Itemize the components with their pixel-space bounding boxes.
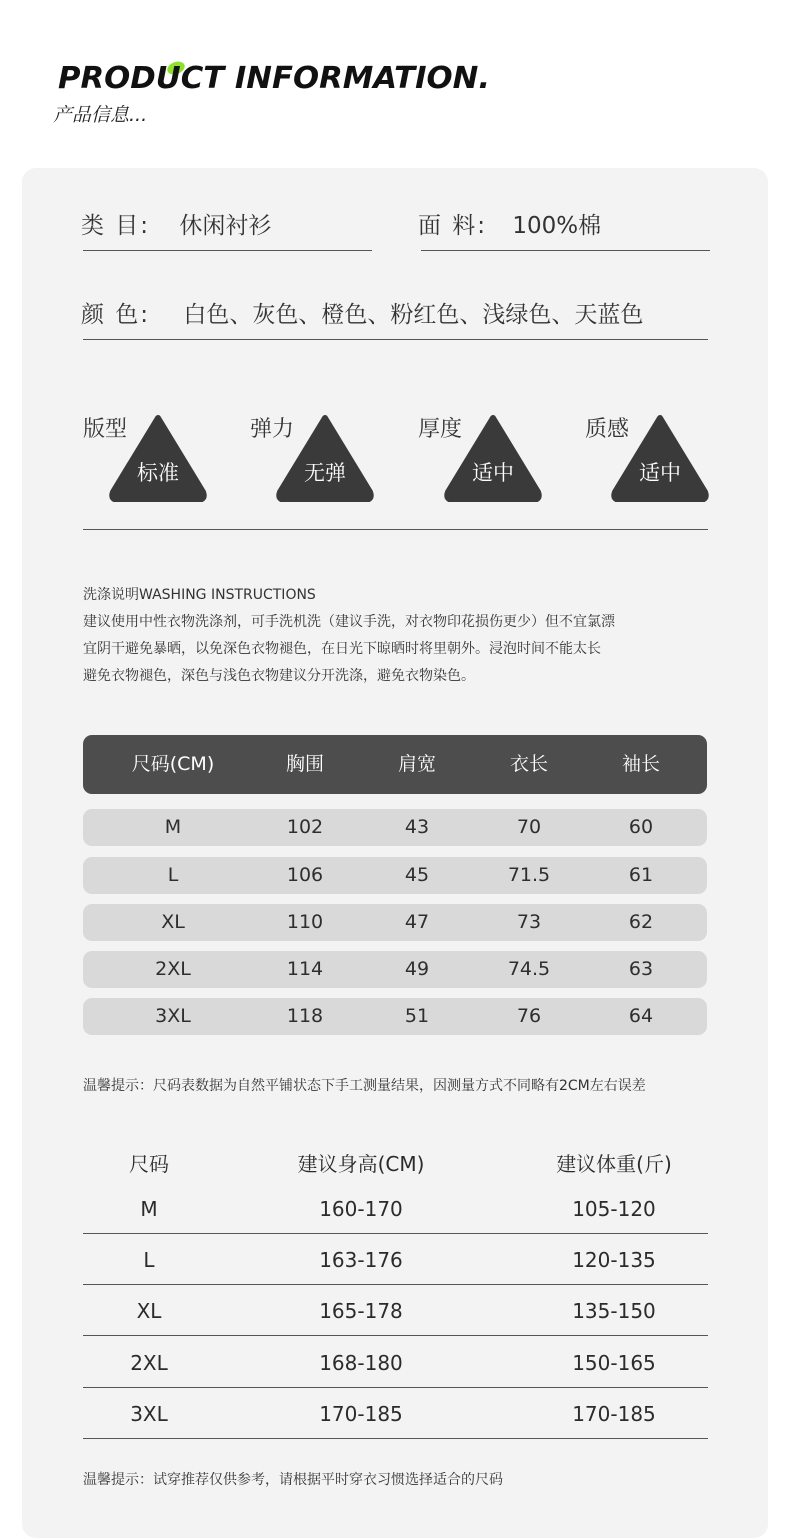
- category-rule: [83, 250, 372, 251]
- table-cell: 62: [628, 911, 654, 933]
- table-cell: L: [167, 864, 179, 886]
- table-row: [83, 904, 707, 941]
- page-title-text: PRODUCT INFORMATION.: [58, 61, 490, 96]
- header-cell: 尺码: [129, 1152, 169, 1176]
- feel-thickness-value: 适中: [472, 461, 514, 485]
- row-divider: [83, 1233, 708, 1234]
- table-row: [83, 1286, 708, 1336]
- table-cell: 61: [628, 864, 654, 886]
- table-cell: 114: [286, 958, 324, 980]
- table-cell: 118: [286, 1005, 324, 1027]
- table-cell: 73: [516, 911, 542, 933]
- table-cell: 2XL: [130, 1351, 168, 1375]
- page-title: [56, 56, 536, 96]
- category-value: 休闲衬衫: [179, 213, 272, 239]
- feel-fit-value: 标准: [137, 461, 179, 485]
- feel-texture-value: 适中: [639, 461, 681, 485]
- table-cell: 76: [516, 1005, 542, 1027]
- table-row: [83, 1184, 708, 1234]
- header-cell: 袖长: [621, 753, 660, 775]
- size-note: 温馨提示：尺码表数据为自然平铺状态下手工测量结果，因测量方式不同略有2CM左右误差: [83, 1078, 646, 1094]
- feel-texture: [585, 410, 725, 510]
- table-cell: 63: [628, 958, 654, 980]
- feel-elasticity-label: 弹力: [250, 417, 295, 442]
- fabric-label: 面 料:: [418, 213, 488, 239]
- table-cell: 168-180: [319, 1351, 403, 1375]
- table-cell: M: [164, 816, 182, 838]
- table-cell: 102: [286, 816, 324, 838]
- feel-thickness-label: 厚度: [418, 417, 463, 442]
- table-row: [83, 1389, 708, 1439]
- color-value: 白色、灰色、橙色、粉红色、浅绿色、天蓝色: [183, 302, 644, 328]
- category-label: 类 目:: [81, 213, 151, 239]
- table-cell: 106: [286, 864, 324, 886]
- table-cell: 45: [404, 864, 430, 886]
- table-row: [83, 1338, 708, 1388]
- table-cell: 110: [286, 911, 324, 933]
- table-cell: 163-176: [319, 1248, 403, 1272]
- table-cell: 71.5: [507, 864, 551, 886]
- feel-elasticity: [250, 410, 390, 510]
- table-cell: 60: [628, 816, 654, 838]
- recommend-table-header: [83, 1139, 708, 1189]
- table-row: [83, 1235, 708, 1285]
- feel-fit: [83, 410, 223, 510]
- washing-title: 洗涤说明WASHING INSTRUCTIONS: [83, 587, 316, 603]
- feel-thickness: [418, 410, 558, 510]
- table-cell: 150-165: [572, 1351, 656, 1375]
- size-table-header: [83, 735, 707, 794]
- table-cell: 160-170: [319, 1197, 403, 1221]
- table-cell: 70: [516, 816, 542, 838]
- feel-fit-label: 版型: [83, 417, 128, 442]
- washing-line: 建议使用中性衣物洗涤剂，可手洗机洗（建议手洗，对衣物印花损伤更少）但不宜氯漂: [83, 614, 615, 630]
- color-rule: [83, 339, 708, 340]
- page-title-logo: [56, 56, 536, 96]
- color-label: 颜 色:: [81, 302, 151, 328]
- table-cell: 105-120: [572, 1197, 656, 1221]
- table-cell: XL: [136, 1299, 162, 1323]
- fabric-rule: [421, 250, 710, 251]
- washing-line: 避免衣物褪色，深色与浅色衣物建议分开洗涤，避免衣物染色。: [83, 668, 475, 684]
- header-cell: 胸围: [285, 753, 324, 775]
- category-attr: [81, 207, 271, 240]
- table-cell: 170-185: [572, 1402, 656, 1426]
- table-cell: 3XL: [130, 1402, 168, 1426]
- table-cell: 51: [404, 1005, 430, 1027]
- table-cell: 3XL: [155, 1005, 191, 1027]
- header-cell: 尺码(CM): [131, 753, 215, 775]
- color-attr: [81, 296, 643, 329]
- table-cell: 135-150: [572, 1299, 656, 1323]
- washing-line: 宜阴干避免暴晒，以免深色衣物褪色，在日光下晾晒时将里朝外。浸泡时间不能太长: [83, 641, 601, 657]
- table-cell: 49: [404, 958, 430, 980]
- table-cell: 43: [404, 816, 430, 838]
- table-cell: 165-178: [319, 1299, 403, 1323]
- page-subtitle: 产品信息...: [53, 104, 148, 126]
- row-divider: [83, 1438, 708, 1439]
- header-cell: 肩宽: [397, 753, 436, 775]
- table-cell: M: [140, 1197, 158, 1221]
- feel-rule: [83, 529, 708, 530]
- table-cell: 120-135: [572, 1248, 656, 1272]
- header-cell: 衣长: [509, 753, 548, 775]
- table-cell: 47: [404, 911, 430, 933]
- row-divider: [83, 1335, 708, 1336]
- fabric-attr: [418, 207, 601, 240]
- table-cell: 2XL: [155, 958, 191, 980]
- feel-texture-label: 质感: [585, 417, 630, 442]
- feel-elasticity-value: 无弹: [304, 461, 346, 485]
- header-cell: 建议身高(CM): [297, 1152, 425, 1176]
- table-cell: XL: [161, 911, 185, 933]
- table-cell: 64: [628, 1005, 654, 1027]
- fabric-value: 100%棉: [512, 213, 602, 239]
- row-divider: [83, 1387, 708, 1388]
- row-divider: [83, 1284, 708, 1285]
- table-row: [83, 998, 707, 1035]
- recommend-note: 温馨提示：试穿推荐仅供参考，请根据平时穿衣习惯选择适合的尺码: [83, 1472, 503, 1488]
- header-cell: 建议体重(斤): [556, 1152, 672, 1176]
- washing-instructions: [83, 582, 723, 690]
- table-cell: 170-185: [319, 1402, 403, 1426]
- table-cell: 74.5: [507, 958, 551, 980]
- table-row: [83, 857, 707, 894]
- table-cell: L: [143, 1248, 155, 1272]
- table-row: [83, 809, 707, 846]
- table-row: [83, 951, 707, 988]
